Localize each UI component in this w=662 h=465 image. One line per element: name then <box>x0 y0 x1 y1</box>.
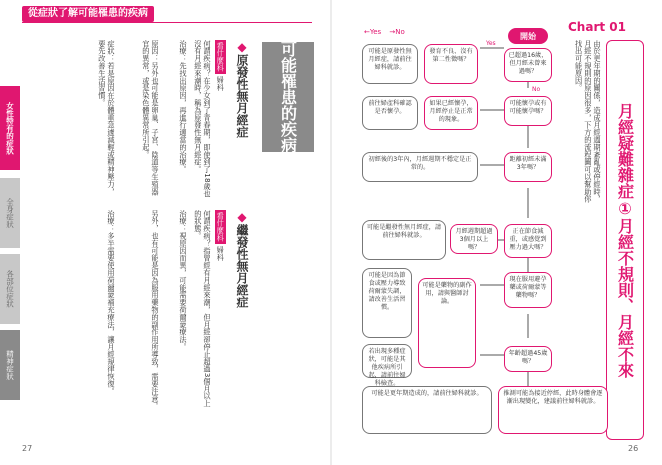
side-tab-0[interactable]: 女性特有的症狀 <box>0 86 20 170</box>
breadcrumb-text: 從症狀了解可能罹患的疾病 <box>28 8 148 19</box>
flow-start: 開始 <box>508 28 548 44</box>
left-col-d2: 治療：多半需要使用荷爾蒙補充療法，讓月經規律恢復。 <box>107 210 116 395</box>
left-col-b: 何謂疾病？指曾經有月經來潮，但月經卻停止超過3個月以上的狀態。 <box>193 210 212 408</box>
chart-label: Chart 01 <box>568 20 626 34</box>
left-col-b2: 治療：視原因而異，可能需要荷爾蒙療法。 <box>179 210 188 351</box>
chart-title: 月經疑難雜症①月經不規則、月經不來 <box>606 40 644 440</box>
side-tab-2[interactable]: 各部位症狀 <box>0 254 20 324</box>
flow-node-4: 可能懷孕或有可能懷孕嗎？ <box>504 96 552 126</box>
flow-node-13: 可能是藥物的副作用，請與醫師討論。 <box>418 278 476 368</box>
side-tab-1[interactable]: 全身症狀 <box>0 178 20 248</box>
flow-node-7: 初經後的3年內，月經週期不穩定是正常的。 <box>362 152 478 182</box>
flow-node-16: 推測可能為接近停經，此時身體會逐漸出現變化，建議前往婦科就診。 <box>498 386 608 434</box>
right-page-number: 26 <box>628 444 639 453</box>
left-col-a2: 治療：先找出原因，再進行適當的治療。 <box>179 40 188 174</box>
flow-node-15: 可能是更年期造成的，請前往婦科就診。 <box>362 386 492 434</box>
flow-node-3: 如果已經懷孕，月經停止是正常的現象。 <box>424 96 478 130</box>
flow-node-9: 正在節食減重，或感覺到壓力過大嗎？ <box>504 224 552 258</box>
left-col-c2: 症狀：若是原因在於體重急遽減輕或精神壓力，要先改善生活習慣。 <box>97 40 116 196</box>
legend-yes-icon: ← <box>364 28 370 36</box>
flow-node-6: 距離初經未滿3年嗎？ <box>504 152 552 182</box>
flow-node-17: 若出現多種症狀，可能是其他疾病所引起，請前往婦科檢查。 <box>362 344 412 378</box>
side-tab-3[interactable]: 精神症狀 <box>0 330 20 400</box>
left-col-a: 何謂疾病？在少女到了青春期，即使到了18歲也沒有月經來潮時，稱為原發性無月經症。 <box>193 40 212 198</box>
breadcrumb-rule <box>22 22 312 23</box>
flow-node-10: 可能是繼發性無月經症，請前往婦科就診。 <box>362 220 446 260</box>
flow-node-11: 可能是因為節食或壓力導致荷爾蒙失調，請改善生活習慣。 <box>362 268 412 338</box>
flow-node-14: 年齡超過45歲嗎？ <box>504 346 552 372</box>
disease2-title: ◆繼發性無月經症 <box>235 210 249 308</box>
flow-yes-label: Yes <box>486 40 496 47</box>
disease1-title: ◆原發性無月經症 <box>235 40 249 138</box>
flow-node-5: 前往婦產科確認是否懷孕。 <box>362 96 418 130</box>
flow-node-8: 月經週期超過3個月以上嗎？ <box>450 224 498 254</box>
spine <box>330 0 332 465</box>
breadcrumb <box>22 6 154 22</box>
flow-node-2: 可能是原發性無月經症，請前往婦科就診。 <box>362 44 418 84</box>
left-page-number: 27 <box>22 444 33 453</box>
legend: ←Yes →No <box>364 28 405 36</box>
left-col-d: 另外，也有可能是因為服用藥物的副作用所導致，需要注意。 <box>151 210 160 410</box>
section-title: 可能罹患的疾病 <box>262 42 314 152</box>
disease1-dept: 看什麼科 婦科 <box>216 42 226 91</box>
flow-node-12: 現在服用避孕藥或荷爾蒙等藥物嗎？ <box>504 272 552 308</box>
bullet-icon: ◆ <box>235 210 249 224</box>
left-col-c: 原因：另外也可能是卵巢、子宮、陰道等生殖器官的異常，或是染色體異常所引起。 <box>141 40 160 196</box>
chart-intro: 由於更年期的關係，造成月經週期紊亂或停經時，月經不規則的原因很多，下方的流程圖可以幫助你找出可能原因。 <box>574 40 602 203</box>
flow-node-1: 發育不良、沒有第二性徵嗎？ <box>424 44 478 84</box>
flow-node-0: 已超過16歲，但月經未曾來過嗎？ <box>504 48 552 82</box>
legend-no-icon: → <box>389 28 396 36</box>
flow-no-label: No <box>532 86 541 93</box>
disease2-dept: 看什麼科 婦科 <box>216 212 226 261</box>
bullet-icon: ◆ <box>235 40 249 54</box>
